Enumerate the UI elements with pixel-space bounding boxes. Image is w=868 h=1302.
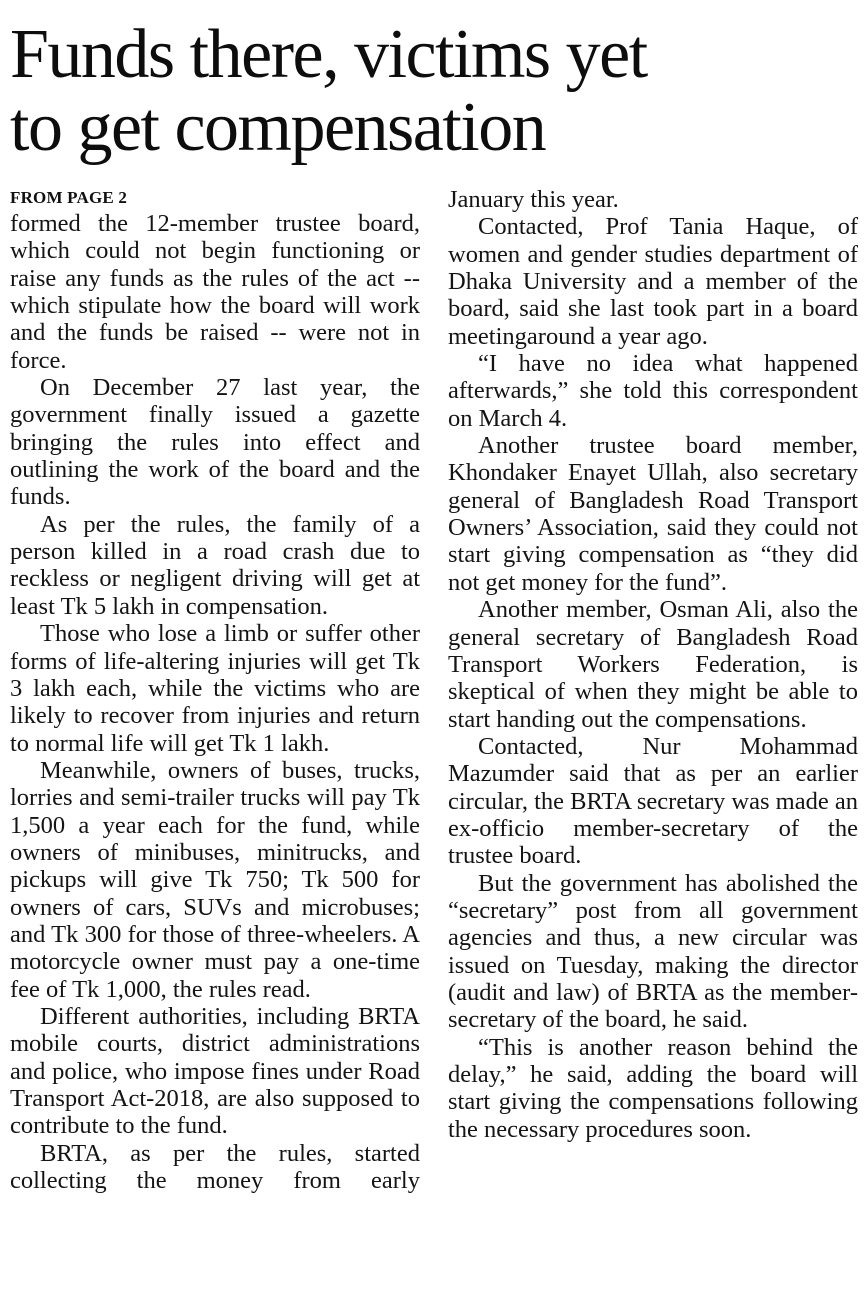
article-column-left [10, 186, 420, 1194]
paragraph: January this year. [448, 186, 619, 213]
paragraph: Meanwhile, owners of buses, trucks, lorries and semi-trailer trucks will pay Tk 1,500 a year each for the fund, while owners of minibuses, minitrucks, and pickups will give Tk 750; Tk 500 for owners of cars, SUVs and microbuses; and Tk 300 for those of three-wheelers. A motorcycle owner must pay a one-time fee of Tk 1,000, the rules read. [10, 756, 420, 1003]
paragraph: As per the rules, the family of a person killed in a road crash due to reckless or negligent driving will get at least Tk 5 lakh in compensation. [10, 510, 420, 620]
paragraph: Different authorities, including BRTA mobile courts, district administrations and police, who impose fines under Road Transport Act-2018, are also supposed to contribute to the fund. [10, 1002, 420, 1140]
paragraph: But the government has abolished the “secretary” post from all government agencies and thus, a new circular was issued on Tuesday, making the director (audit and law) of BRTA as the member-secretary of the board, he said. [448, 869, 858, 1034]
paragraph: Contacted, Nur Mohammad Mazumder said that as per an earlier circular, the BRTA secretary was made an ex-officio member-secretary of the trustee board. [448, 732, 858, 870]
paragraph: Another member, Osman Ali, also the general secretary of Bangladesh Road Transport Workers Federation, is skeptical of when they might be able to start handing out the compensations. [448, 596, 858, 733]
paragraph: Contacted, Prof Tania Haque, of women and gender studies department of Dhaka University and a member of the board, said she last took part in a board meetingaround a year ago. [448, 213, 858, 350]
headline-line-1: Funds there, victims yet [10, 16, 647, 93]
paragraph: On December 27 last year, the government finally issued a gazette bringing the rules into effect and outlining the work of the board and the funds. [10, 374, 420, 511]
paragraph: “This is another reason behind the delay,” he said, adding the board will start giving the compensations following the necessary procedures soon. [448, 1033, 858, 1143]
continuation-kicker: FROM PAGE 2 [10, 188, 128, 207]
paragraph: Those who lose a limb or suffer other forms of life-altering injuries will get Tk 3 lakh each, while the victims who are likely to recover from injuries and return to normal life will get Tk 1 lakh. [10, 620, 420, 757]
article-column-right [448, 186, 858, 1143]
paragraph: BRTA, as per the rules, started collecting the money from early [10, 1139, 420, 1195]
headline-line-2: to get compensation [10, 89, 546, 166]
paragraph: Another trustee board member, Khondaker Enayet Ullah, also secretary general of Bangladesh Road Transport Owners’ Association, said they could not start giving compensation as “they did not get money for the fund”. [448, 432, 858, 596]
headline [10, 18, 860, 164]
paragraph: formed the 12-member trustee board, which could not begin functioning or raise any funds as the rules of the act -- which stipulate how the board will work and the funds be raised -- were not in force. [10, 210, 420, 374]
paragraph: “I have no idea what happened afterwards,” she told this correspondent on March 4. [448, 350, 858, 432]
